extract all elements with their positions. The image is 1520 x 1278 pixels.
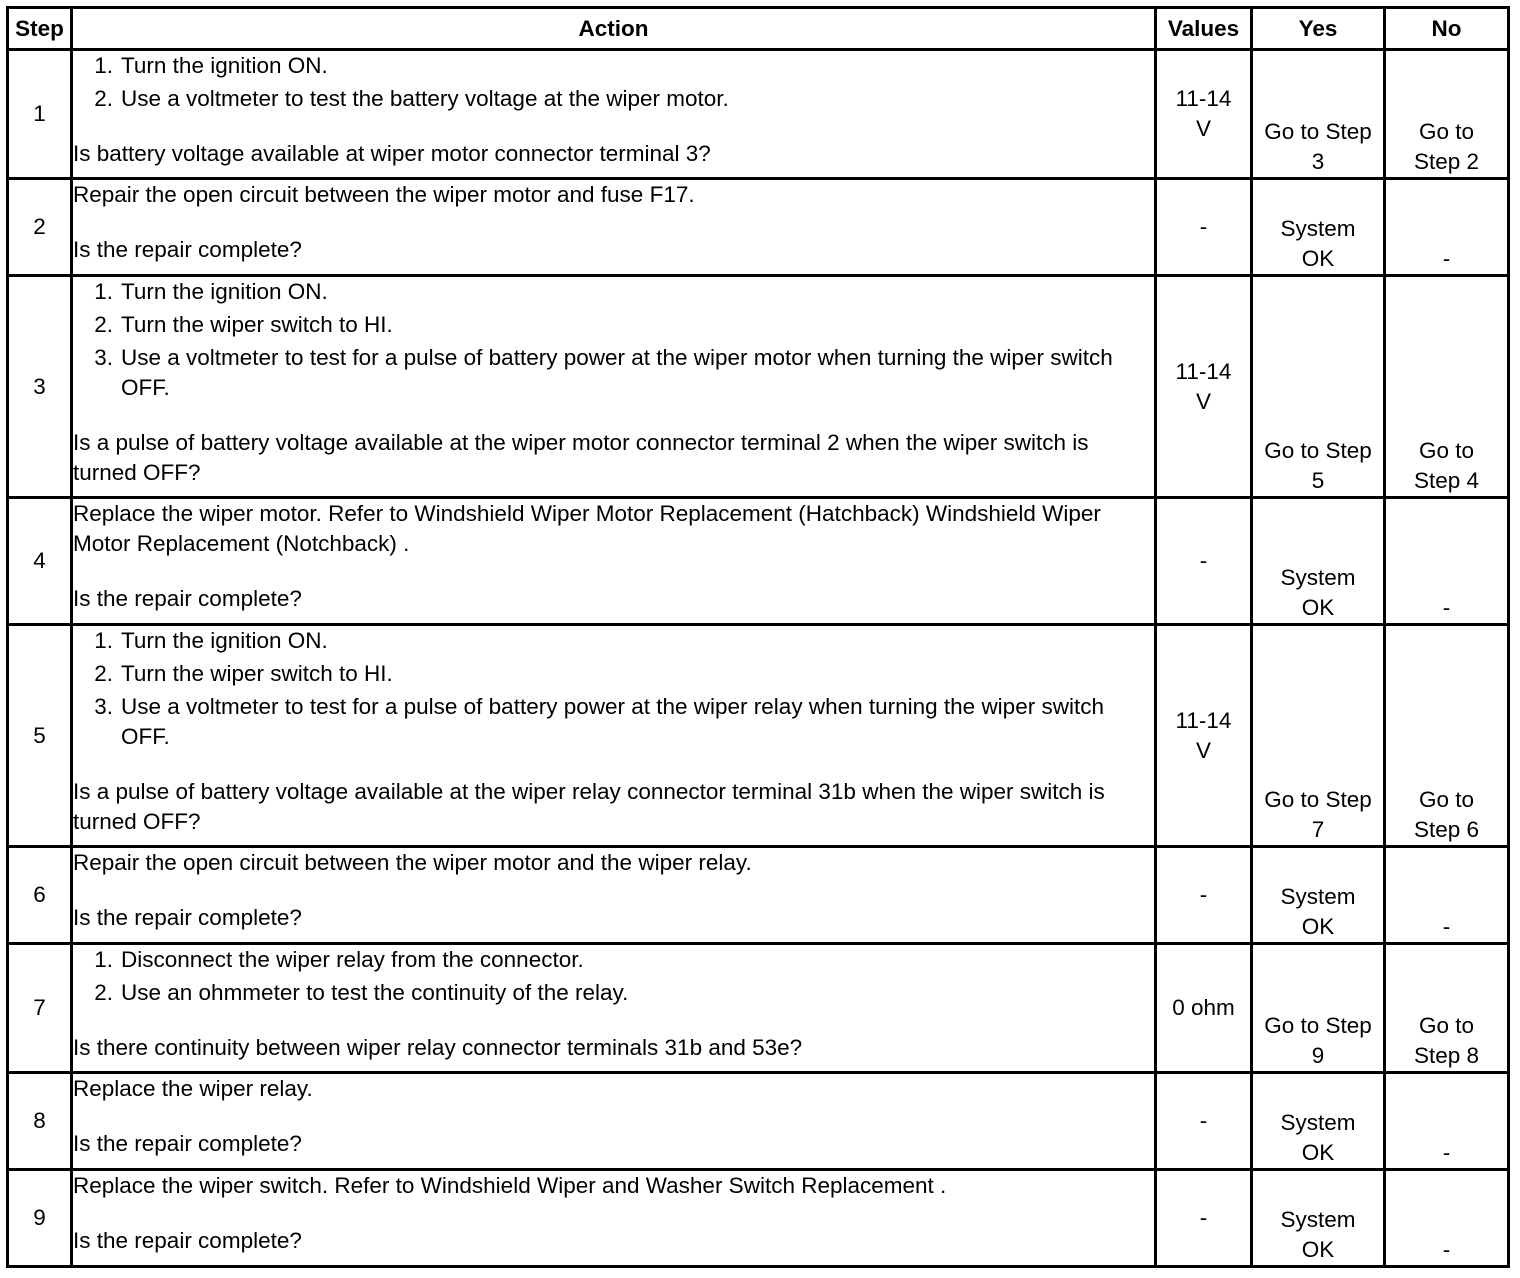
action-question: Is battery voltage available at wiper motor connector terminal 3? — [73, 141, 711, 166]
instruction-number: 2. — [94, 661, 113, 686]
values-cell: - — [1156, 498, 1252, 625]
instruction-text: Use a voltmeter to test for a pulse of battery power at the wiper relay when turning the wiper switch OFF. — [121, 694, 1104, 749]
action-cell — [72, 625, 1156, 847]
instruction-item — [73, 945, 1154, 975]
no-cell: Go to Step 4 — [1385, 276, 1509, 498]
step-number: 1 — [8, 50, 72, 179]
action-question: Is the repair complete? — [73, 905, 302, 930]
header-action: Action — [72, 8, 1156, 50]
header-yes: Yes — [1252, 8, 1385, 50]
yes-cell: System OK — [1252, 847, 1385, 944]
values-cell: - — [1156, 1170, 1252, 1267]
step-number: 6 — [8, 847, 72, 944]
values-cell: 11-14 V — [1156, 276, 1252, 498]
no-cell: - — [1385, 498, 1509, 625]
table-row — [8, 498, 1509, 625]
instruction-text: Disconnect the wiper relay from the connector. — [121, 947, 584, 972]
values-cell: - — [1156, 179, 1252, 276]
action-question: Is there continuity between wiper relay connector terminals 31b and 53e? — [73, 1035, 803, 1060]
action-text: Replace the wiper relay. — [73, 1076, 313, 1101]
instruction-item — [73, 84, 1154, 114]
values-cell: 0 ohm — [1156, 944, 1252, 1073]
instruction-item — [73, 51, 1154, 81]
yes-cell: Go to Step 7 — [1252, 625, 1385, 847]
instruction-text: Turn the wiper switch to HI. — [121, 661, 393, 686]
table-row — [8, 1170, 1509, 1267]
yes-cell: System OK — [1252, 179, 1385, 276]
instruction-item — [73, 692, 1154, 752]
instruction-text: Use a voltmeter to test for a pulse of battery power at the wiper motor when turning the wiper switch OFF. — [121, 345, 1113, 400]
instruction-list — [73, 51, 1154, 114]
step-number: 5 — [8, 625, 72, 847]
action-cell — [72, 944, 1156, 1073]
instruction-list — [73, 626, 1154, 752]
step-number: 3 — [8, 276, 72, 498]
action-question: Is the repair complete? — [73, 586, 302, 611]
instruction-text: Turn the ignition ON. — [121, 279, 328, 304]
no-cell: - — [1385, 179, 1509, 276]
header-no: No — [1385, 8, 1509, 50]
yes-cell: System OK — [1252, 1073, 1385, 1170]
instruction-item — [73, 659, 1154, 689]
instruction-list — [73, 277, 1154, 403]
action-cell — [72, 1073, 1156, 1170]
instruction-text: Use a voltmeter to test the battery voltage at the wiper motor. — [121, 86, 729, 111]
instruction-text: Use an ohmmeter to test the continuity of the relay. — [121, 980, 629, 1005]
values-cell: - — [1156, 1073, 1252, 1170]
yes-cell: Go to Step 3 — [1252, 50, 1385, 179]
yes-cell: Go to Step 5 — [1252, 276, 1385, 498]
instruction-text: Turn the ignition ON. — [121, 53, 328, 78]
step-number: 2 — [8, 179, 72, 276]
header-step: Step — [8, 8, 72, 50]
table-row — [8, 50, 1509, 179]
instruction-number: 3. — [94, 345, 113, 370]
action-cell — [72, 276, 1156, 498]
action-cell — [72, 498, 1156, 625]
yes-cell: System OK — [1252, 1170, 1385, 1267]
step-number: 8 — [8, 1073, 72, 1170]
yes-cell: System OK — [1252, 498, 1385, 625]
step-number: 9 — [8, 1170, 72, 1267]
instruction-text: Turn the wiper switch to HI. — [121, 312, 393, 337]
action-text: Replace the wiper motor. Refer to Windshield Wiper Motor Replacement (Hatchback) Windshield Wiper Motor Replacement (Notchback) . — [73, 501, 1101, 556]
action-question: Is the repair complete? — [73, 237, 302, 262]
header-values: Values — [1156, 8, 1252, 50]
action-text: Repair the open circuit between the wiper motor and fuse F17. — [73, 182, 695, 207]
table-row — [8, 625, 1509, 847]
yes-cell: Go to Step 9 — [1252, 944, 1385, 1073]
values-cell: - — [1156, 847, 1252, 944]
no-cell: - — [1385, 1170, 1509, 1267]
no-cell: Go to Step 6 — [1385, 625, 1509, 847]
instruction-number: 2. — [94, 980, 113, 1005]
action-text: Replace the wiper switch. Refer to Windshield Wiper and Washer Switch Replacement . — [73, 1173, 947, 1198]
action-cell — [72, 179, 1156, 276]
header-row — [8, 8, 1509, 50]
action-text: Repair the open circuit between the wiper motor and the wiper relay. — [73, 850, 752, 875]
step-number: 4 — [8, 498, 72, 625]
values-cell: 11-14 V — [1156, 625, 1252, 847]
action-cell — [72, 1170, 1156, 1267]
instruction-number: 1. — [94, 279, 113, 304]
table-body — [8, 50, 1509, 1267]
instruction-number: 1. — [94, 628, 113, 653]
instruction-item — [73, 310, 1154, 340]
values-cell: 11-14 V — [1156, 50, 1252, 179]
instruction-list — [73, 945, 1154, 1008]
instruction-text: Turn the ignition ON. — [121, 628, 328, 653]
no-cell: - — [1385, 847, 1509, 944]
table-row — [8, 847, 1509, 944]
no-cell: Go to Step 2 — [1385, 50, 1509, 179]
no-cell: Go to Step 8 — [1385, 944, 1509, 1073]
instruction-item — [73, 626, 1154, 656]
instruction-number: 3. — [94, 694, 113, 719]
table-row — [8, 179, 1509, 276]
step-number: 7 — [8, 944, 72, 1073]
action-question: Is a pulse of battery voltage available at the wiper motor connector terminal 2 when the wiper switch is turned OFF? — [73, 430, 1089, 485]
diagnostic-table — [6, 6, 1510, 1268]
action-question: Is a pulse of battery voltage available at the wiper relay connector terminal 31b when the wiper switch is turned OFF? — [73, 779, 1105, 834]
table-row — [8, 276, 1509, 498]
action-cell — [72, 50, 1156, 179]
table-row — [8, 944, 1509, 1073]
action-question: Is the repair complete? — [73, 1228, 302, 1253]
instruction-number: 1. — [94, 947, 113, 972]
instruction-item — [73, 343, 1154, 403]
action-cell — [72, 847, 1156, 944]
instruction-number: 2. — [94, 86, 113, 111]
no-cell: - — [1385, 1073, 1509, 1170]
instruction-item — [73, 978, 1154, 1008]
instruction-number: 1. — [94, 53, 113, 78]
table-row — [8, 1073, 1509, 1170]
instruction-item — [73, 277, 1154, 307]
instruction-number: 2. — [94, 312, 113, 337]
action-question: Is the repair complete? — [73, 1131, 302, 1156]
